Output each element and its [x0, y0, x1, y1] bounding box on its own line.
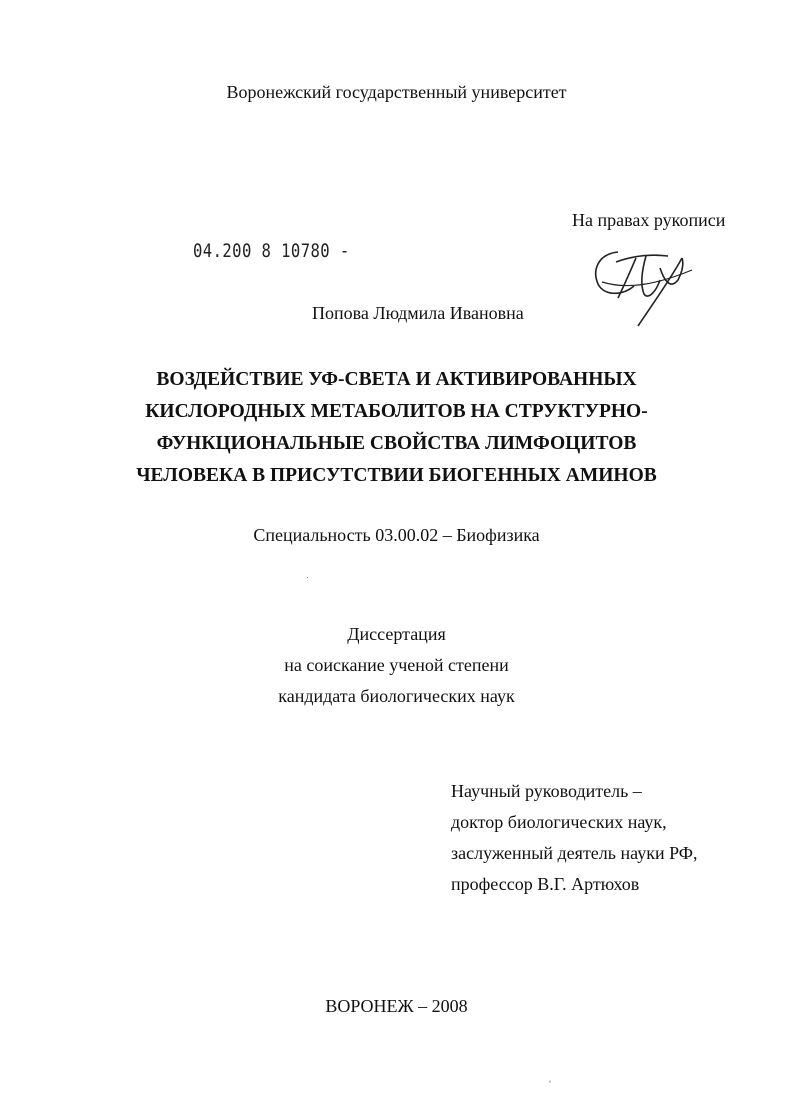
supervisor-line: доктор биологических наук,	[451, 812, 667, 832]
title-line: ВОЗДЕЙСТВИЕ УФ-СВЕТА И АКТИВИРОВАННЫХ	[156, 369, 637, 390]
specialty-line: Специальность 03.00.02 – Биофизика	[253, 525, 540, 545]
title-line: ЧЕЛОВЕКА В ПРИСУТСТВИИ БИОГЕННЫХ АМИНОВ	[136, 465, 657, 486]
city-year: ВОРОНЕЖ – 2008	[325, 996, 468, 1016]
university-name: Воронежский государственный университет	[226, 82, 567, 102]
handwritten-signature	[588, 240, 700, 330]
title-line: КИСЛОРОДНЫХ МЕТАБОЛИТОВ НА СТРУКТУРНО-	[145, 401, 648, 422]
degree-line: Диссертация	[347, 624, 446, 644]
title-line: ФУНКЦИОНАЛЬНЫЕ СВОЙСТВА ЛИМФОЦИТОВ	[156, 433, 637, 454]
scan-speck	[307, 577, 308, 578]
supervisor-block	[451, 776, 698, 900]
supervisor-line: профессор В.Г. Артюхов	[451, 874, 640, 894]
degree-line: на соискание ученой степени	[284, 655, 509, 675]
library-stamp-number: 04.200 8 10780 -	[193, 240, 350, 262]
dissertation-title	[0, 364, 793, 492]
author-name: Попова Людмила Ивановна	[312, 303, 524, 323]
supervisor-line: Научный руководитель –	[451, 781, 642, 801]
supervisor-line: заслуженный деятель науки РФ,	[451, 843, 698, 863]
dissertation-degree-block	[0, 619, 793, 712]
scan-mark: ˈ	[548, 1078, 552, 1092]
degree-line: кандидата биологических наук	[278, 686, 515, 706]
manuscript-rights-note: На правах рукописи	[572, 210, 726, 230]
